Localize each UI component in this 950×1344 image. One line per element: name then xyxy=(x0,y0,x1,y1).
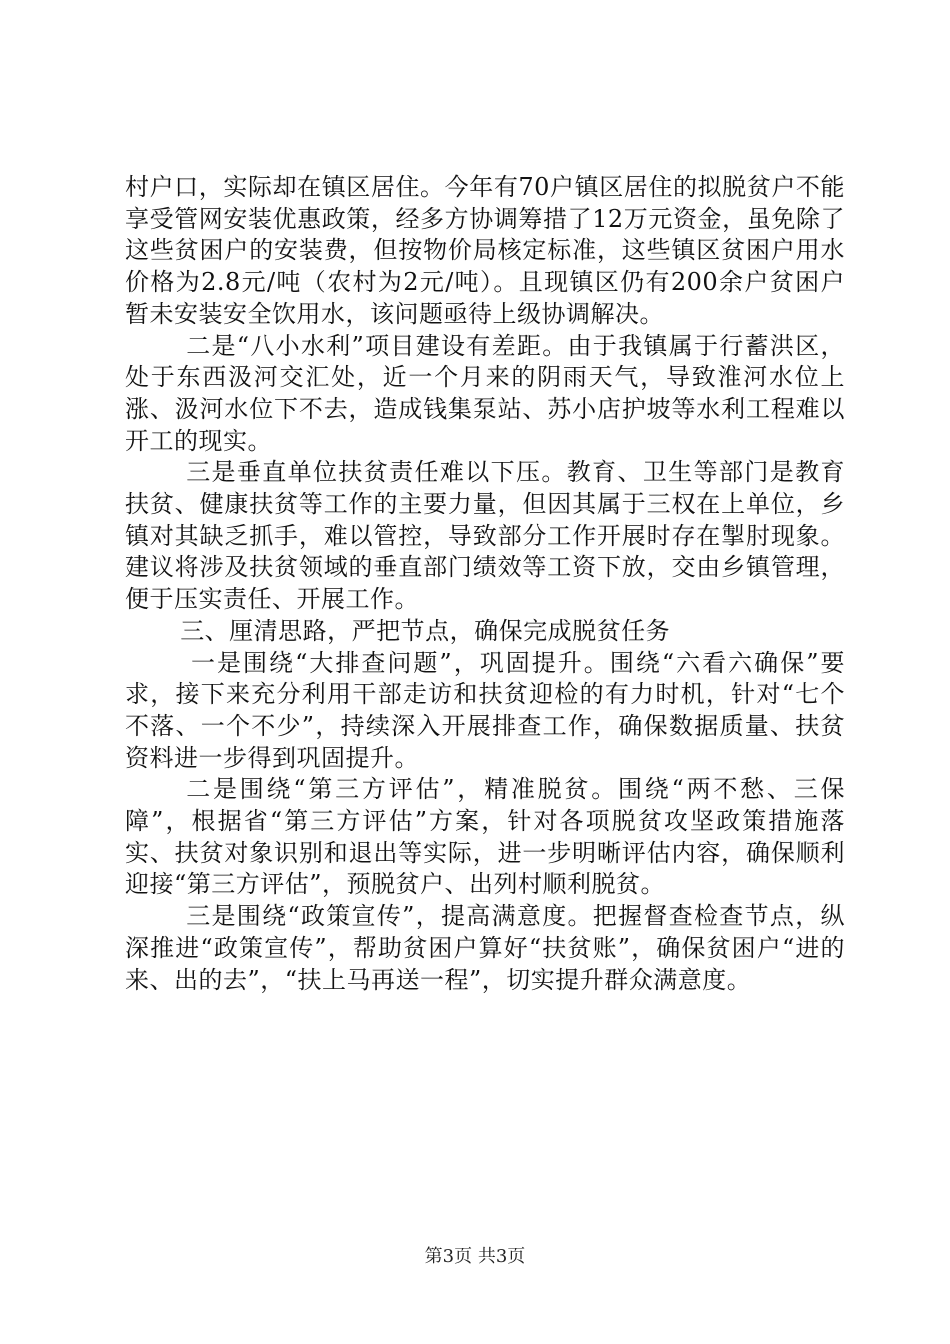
paragraph-continuation: 村户口，实际却在镇区居住。今年有70户镇区居住的拟脱贫户不能享受管网安装优惠政策，经多方协调筹措了12万元资金，虽免除了这些贫困户的安装费，但按物价局核定标准，这些镇区贫困户用水价格为2.8元/吨（农村为2元/吨）。且现镇区仍有200余户贫困户暂未安装安全饮用水，该问题亟待上级协调解决。 xyxy=(125,173,845,328)
paragraph-third-party-evaluation: 二是围绕“第三方评估”，精准脱贫。围绕“两不愁、三保障”，根据省“第三方评估”方案，针对各项脱贫攻坚政策措施落实、扶贫对象识别和退出等实际，进一步明晰评估内容，确保顺利迎接“第三方评估”，预脱贫户、出列村顺利脱贫。 xyxy=(125,775,845,899)
paragraph-policy-publicity: 三是围绕“政策宣传”，提高满意度。把握督查检查节点，纵深推进“政策宣传”，帮助贫困户算好“扶贫账”，确保贫困户“进的来、出的去”，“扶上马再送一程”，切实提升群众满意度。 xyxy=(125,902,845,994)
paragraph-vertical-units: 三是垂直单位扶贫责任难以下压。教育、卫生等部门是教育扶贫、健康扶贫等工作的主要力量，但因其属于三权在上单位，乡镇对其缺乏抓手，难以管控，导致部分工作开展时存在掣肘现象。建议将涉及扶贫领域的垂直部门绩效等工资下放，交由乡镇管理，便于压实责任、开展工作。 xyxy=(125,458,845,614)
paragraph-water-conservancy: 二是“八小水利”项目建设有差距。由于我镇属于行蓄洪区，处于东西汲河交汇处，近一个月来的阴雨天气，导致淮河水位上涨、汲河水位下不去，造成钱集泵站、苏小店护坡等水利工程难以开工的现实。 xyxy=(125,331,845,455)
page-number: 第3页 共3页 xyxy=(424,1246,526,1267)
document-body xyxy=(125,172,845,996)
section-heading: 三、厘清思路，严把节点，确保完成脱贫任务 xyxy=(180,616,671,645)
paragraph-investigation: 一是围绕“大排查问题”，巩固提升。围绕“六看六确保”要求，接下来充分利用干部走访和扶贫迎检的有力时机，针对“七个不落、一个不少”，持续深入开展排查工作，确保数据质量、扶贫资料进一步得到巩固提升。 xyxy=(125,648,845,772)
